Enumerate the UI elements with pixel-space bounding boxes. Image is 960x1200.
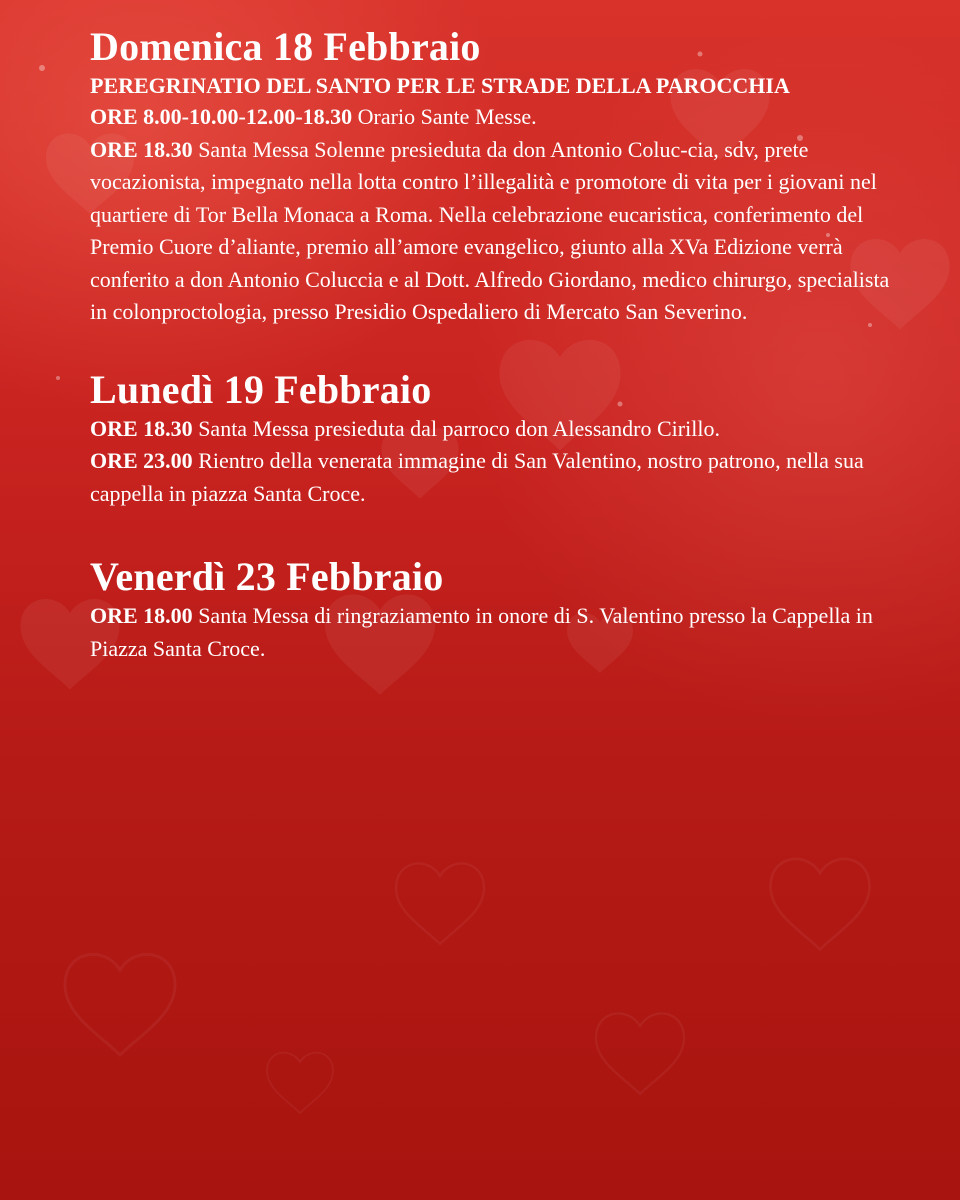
schedule-entry bbox=[90, 445, 890, 510]
entry-time: ORE 8.00-10.00-12.00-18.30 bbox=[90, 104, 353, 129]
day-title: Domenica 18 Febbraio bbox=[90, 24, 481, 69]
schedule-entry bbox=[90, 413, 890, 446]
day-title: Venerdì 23 Febbraio bbox=[90, 554, 444, 599]
section-venerdi bbox=[90, 554, 890, 665]
entry-time: ORE 18.30 bbox=[90, 415, 193, 441]
entry-time: ORE 23.00 bbox=[90, 448, 193, 473]
schedule-entry bbox=[90, 101, 890, 134]
section-subtitle: PEREGRINATIO DEL SANTO PER LE STRADE DELLA PAROCCHIA bbox=[90, 73, 790, 98]
schedule-entry bbox=[90, 134, 890, 329]
entry-text: Rientro della venerata immagine di San Valentino, nostro patrono, nella sua cappella in piazza Santa Croce. bbox=[90, 448, 864, 506]
entry-text: Santa Messa di ringraziamento in onore di S. Valentino presso la Cappella in Piazza Santa Croce. bbox=[90, 603, 873, 661]
entry-time: ORE 18.00 bbox=[90, 603, 193, 628]
day-title: Lunedì 19 Febbraio bbox=[90, 366, 432, 412]
spacer bbox=[90, 329, 890, 367]
event-program bbox=[90, 24, 890, 665]
entry-time: ORE 18.30 bbox=[90, 136, 193, 162]
schedule-entry bbox=[90, 600, 890, 665]
entry-text: Santa Messa Solenne presieduta da don Antonio Coluc-cia, sdv, prete vocazionista, impegnato nella lotta contro l’illegalità e promotore di vita per i giovani nel quartiere di Tor Bella Monaca a Roma. Nella celebrazione eucaristica, conferimento del Premio Cuore d’aliante, premio all’amore evangelico, giunto alla XVa Edizione verrà conferito a don Antonio Coluccia e al Dott. Alfredo Giordano, medico chirurgo, specialista in colonproctologia, presso Presidio Ospedaliero di Mercato San Severino. bbox=[90, 136, 890, 324]
entry-text: Orario Sante Messe. bbox=[357, 104, 537, 129]
section-domenica bbox=[90, 24, 890, 329]
entry-text: Santa Messa presieduta dal parroco don Alessandro Cirillo. bbox=[198, 415, 720, 441]
section-lunedi bbox=[90, 367, 890, 511]
spacer bbox=[90, 510, 890, 554]
